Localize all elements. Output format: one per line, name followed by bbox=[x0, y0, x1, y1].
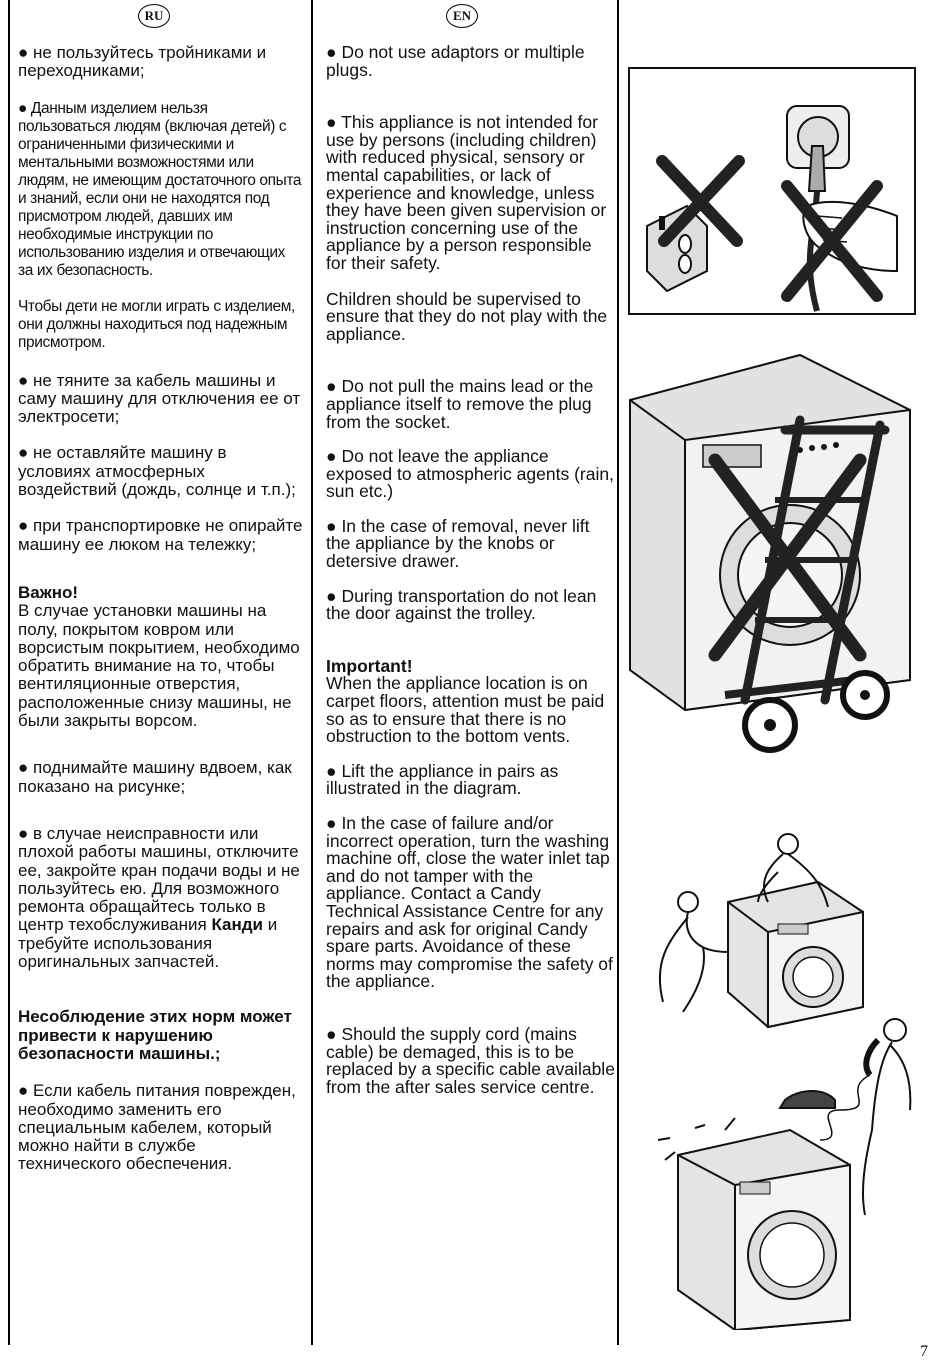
ru-brand-name: Канди bbox=[211, 915, 263, 935]
en-language-badge: EN bbox=[446, 4, 478, 28]
ru-language-badge: RU bbox=[138, 4, 170, 28]
ru-warning-lift: ● поднимайте машину вдвоем, как показано на рисунке; bbox=[18, 759, 303, 796]
ru-warning-failure bbox=[18, 825, 303, 971]
no-trolley-icon bbox=[625, 350, 915, 760]
ru-failure-text: в случае неисправности или плохой работы машины, отключите ее, закройте кран подачи воды и не пользуйтесь ею. Для возможного ремонта обращайтесь только в центр техобслуживания bbox=[18, 823, 300, 935]
en-warning-supply-cord: ● Should the supply cord (mains cable) be demaged, this is to be replaced by a specific cable available from the after sales service centre. bbox=[326, 1026, 616, 1096]
russian-column bbox=[18, 44, 303, 1174]
en-warning-weather: ● Do not leave the appliance exposed to atmospheric agents (rain, sun etc.) bbox=[326, 448, 616, 501]
en-warning-persons: ● This appliance is not intended for use by persons (including children) with reduced physical, sensory or mental capabilities, or lack of experience and knowledge, unless they have been given supervision or instruction concerning use of the appliance by a person responsible for their safety. bbox=[326, 114, 616, 272]
ru-failure-text-end: и требуйте использования оригинальных запчастей. bbox=[18, 915, 278, 972]
ru-important-carpet: В случае установки машины на полу, покрытом ковром или ворсистым покрытием, необходимо обратить внимание на то, чтобы вентиляционные отверстия, расположенные снизу машины, не были закрыты ворсом. bbox=[18, 601, 300, 731]
page-number: 7 bbox=[920, 1343, 928, 1360]
en-warning-trolley: ● During transportation do not lean the door against the trolley. bbox=[326, 588, 616, 623]
ru-warning-children: Чтобы дети не могли играть с изделием, они должны находиться под надежным присмотром. bbox=[18, 297, 295, 351]
ru-important-heading: Важно! bbox=[18, 582, 79, 602]
en-warning-adaptors: ● Do not use adaptors or multiple plugs. bbox=[326, 44, 616, 79]
en-warning-removal: ● In the case of removal, never lift the appliance by the knobs or detersive drawer. bbox=[326, 518, 616, 571]
en-warning-mains-lead: ● Do not pull the mains lead or the appliance itself to remove the plug from the socket. bbox=[326, 378, 616, 431]
column-divider-rule-right bbox=[617, 0, 619, 1345]
ru-warning-weather: ● не оставляйте машину в условиях атмосферных воздействий (дождь, солнце и т.п.); bbox=[18, 444, 303, 499]
en-warning-failure: ● In the case of failure and/or incorrect operation, turn the washing machine off, close the water inlet tap and do not tamper with the appliance. Contact a Candy Technical Assistance Centre for any repairs and ask for original Candy spare parts. Avoidance of these norms may compromise the safety of the appliance. bbox=[326, 815, 616, 991]
ru-warning-supply-cord: ● Если кабель питания поврежден, необходимо заменить его специальным кабелем, который можно найти в службе технического обеспечения. bbox=[18, 1082, 303, 1173]
ru-warning-trolley: ● при транспортировке не опирайте машину ее люком на тележку; bbox=[18, 517, 303, 554]
ru-norms-warning: Несоблюдение этих норм может привести к нарушению безопасности машины.; bbox=[18, 1007, 292, 1063]
en-important-carpet: When the appliance location is on carpet floors, attention must be paid so as to ensure that there is no obstruction to the bottom vents. bbox=[326, 673, 605, 747]
english-column bbox=[326, 44, 616, 1096]
ru-warning-mains-lead: ● не тяните за кабель машины и саму машину для отключения ее от электросети; bbox=[18, 372, 303, 427]
en-warning-lift: ● Lift the appliance in pairs as illustrated in the diagram. bbox=[326, 763, 616, 798]
column-divider-rule bbox=[311, 0, 313, 1345]
no-adaptor-plug-icon bbox=[627, 66, 917, 316]
ru-warning-persons: ● Данным изделием нельзя пользоваться людям (включая детей) с ограниченными физическими и ментальными возможностями или людям, не имеющим достаточного опыта и знаний, если они не находятся под присмотром людей, давших им необходимые инструкции по использованию изделия и отвечающих за их безопасность. bbox=[18, 100, 303, 280]
left-margin-rule bbox=[8, 0, 10, 1345]
en-important-heading: Important! bbox=[326, 655, 413, 676]
call-service-icon bbox=[640, 1000, 920, 1330]
ru-warning-adaptors: ● не пользуйтесь тройниками и переходниками; bbox=[18, 44, 303, 81]
en-warning-children: Children should be supervised to ensure that they do not play with the appliance. bbox=[326, 288, 608, 344]
